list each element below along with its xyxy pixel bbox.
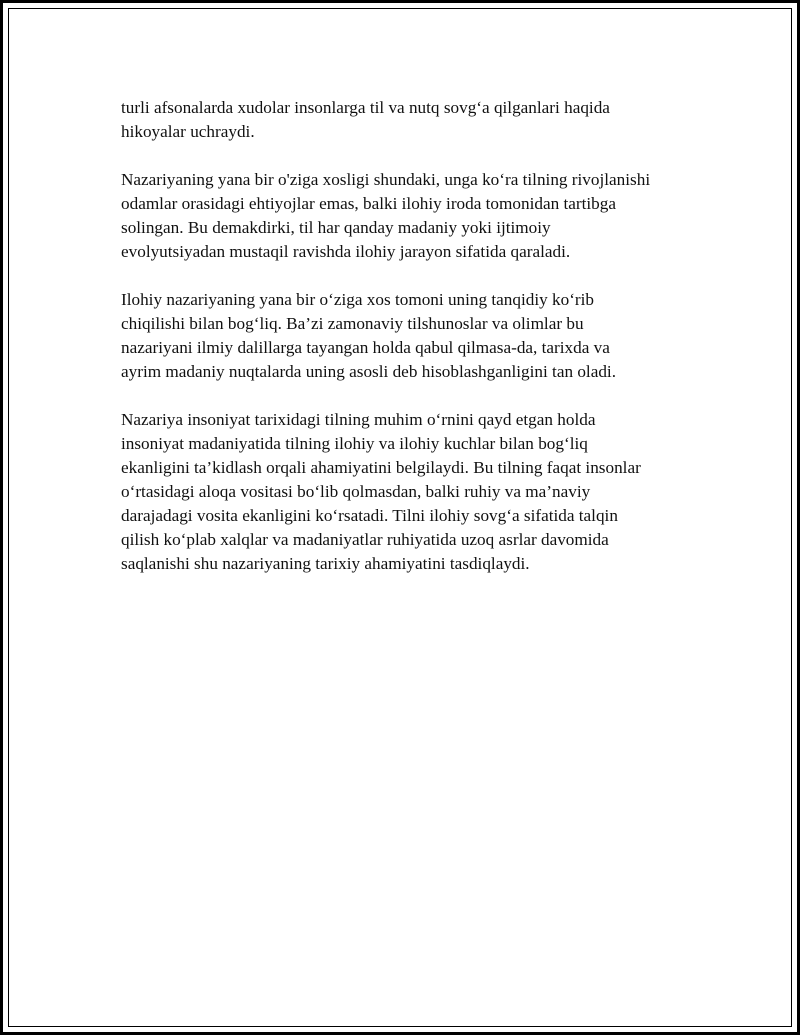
- text-line: o‘rtasidagi aloqa vositasi bo‘lib qolmasdan, balki ruhiy va ma’naviy: [121, 482, 591, 501]
- document-body: [121, 96, 711, 600]
- text-line: Ilohiy nazariyaning yana bir o‘ziga xos tomoni uning tanqidiy ko‘rib: [121, 290, 595, 309]
- paragraph-4: [121, 408, 711, 576]
- text-line: qilish ko‘plab xalqlar va madaniyatlar ruhiyatida uzoq asrlar davomida: [121, 530, 609, 549]
- text-line: saqlanishi shu nazariyaning tarixiy ahamiyatini tasdiqlaydi.: [121, 554, 530, 573]
- text-line: chiqilishi bilan bog‘liq. Ba’zi zamonaviy tilshunoslar va olimlar bu: [121, 314, 584, 333]
- text-line: Nazariya insoniyat tarixidagi tilning muhim o‘rnini qayd etgan holda: [121, 410, 596, 429]
- text-line: hikoyalar uchraydi.: [121, 122, 255, 141]
- paragraph-2: [121, 168, 711, 264]
- text-line: odamlar orasidagi ehtiyojlar emas, balki ilohiy iroda tomonidan tartibga: [121, 194, 616, 213]
- text-line: ekanligini ta’kidlash orqali ahamiyatini belgilaydi. Bu tilning faqat insonlar: [121, 458, 641, 477]
- text-line: ayrim madaniy nuqtalarda uning asosli deb hisoblashganligini tan oladi.: [121, 362, 616, 381]
- text-line: solingan. Bu demakdirki, til har qanday madaniy yoki ijtimoiy: [121, 218, 551, 237]
- text-line: nazariyani ilmiy dalillarga tayangan holda qabul qilmasa-da, tarixda va: [121, 338, 610, 357]
- text-line: darajadagi vosita ekanligini ko‘rsatadi. Tilni ilohiy sovg‘a sifatida talqin: [121, 506, 618, 525]
- paragraph-3: [121, 288, 711, 384]
- paragraph-1: [121, 96, 711, 144]
- text-line: turli afsonalarda xudolar insonlarga til va nutq sovg‘a qilganlari haqida: [121, 98, 610, 117]
- text-line: evolyutsiyadan mustaqil ravishda ilohiy jarayon sifatida qaraladi.: [121, 242, 571, 261]
- text-line: insoniyat madaniyatida tilning ilohiy va ilohiy kuchlar bilan bog‘liq: [121, 434, 588, 453]
- text-line: Nazariyaning yana bir o'ziga xosligi shundaki, unga ko‘ra tilning rivojlanishi: [121, 170, 651, 189]
